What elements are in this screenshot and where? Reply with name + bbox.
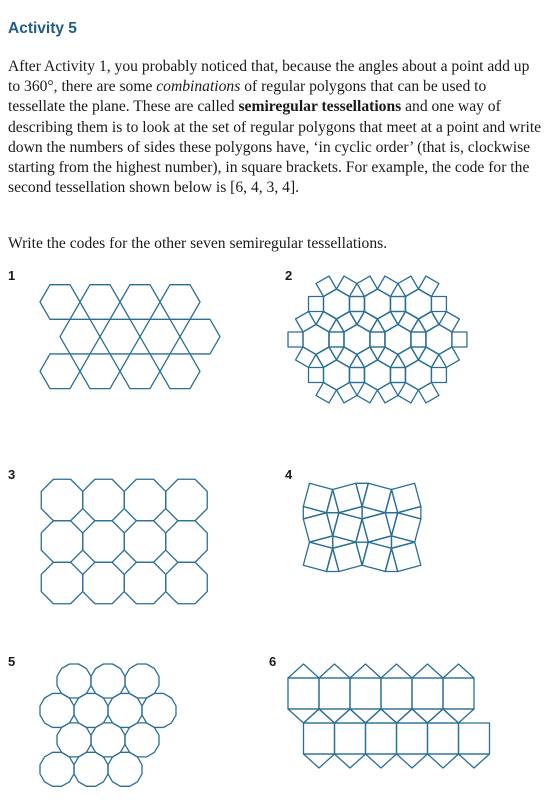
square-shape bbox=[411, 332, 426, 347]
octagon-shape bbox=[41, 562, 83, 604]
square-shape bbox=[350, 678, 381, 709]
square-shape bbox=[336, 312, 356, 332]
figure-label-1: 1 bbox=[8, 268, 16, 283]
square-shape bbox=[319, 678, 350, 709]
square-shape bbox=[329, 332, 344, 347]
square-shape bbox=[431, 297, 446, 312]
triangle-shape bbox=[397, 709, 428, 723]
square-shape bbox=[377, 347, 397, 367]
dodecagon-shape bbox=[57, 723, 91, 757]
square-shape bbox=[377, 312, 397, 332]
triangle-shape bbox=[398, 506, 421, 518]
dodecagon-shape bbox=[40, 693, 74, 727]
square-shape bbox=[335, 723, 366, 754]
square-shape bbox=[336, 276, 356, 296]
square-shape bbox=[336, 312, 356, 332]
hexagon-shape bbox=[120, 285, 160, 320]
square-shape bbox=[316, 312, 336, 332]
triangle-shape bbox=[335, 709, 366, 723]
square-shape bbox=[390, 297, 405, 312]
square-shape bbox=[316, 347, 336, 367]
square-shape bbox=[370, 332, 385, 347]
triangle-shape bbox=[350, 709, 381, 723]
tessellation-figure-5 bbox=[38, 662, 198, 794]
square-shape bbox=[349, 367, 364, 382]
square-shape bbox=[329, 332, 344, 347]
octagon-shape bbox=[83, 521, 125, 563]
hexagon-shape bbox=[120, 354, 160, 389]
triangle-shape bbox=[385, 513, 397, 536]
square-shape bbox=[357, 276, 377, 296]
figure-label-6: 6 bbox=[269, 654, 277, 669]
square-shape bbox=[439, 312, 459, 332]
square-shape bbox=[366, 723, 397, 754]
square-shape bbox=[316, 276, 336, 296]
square-shape bbox=[452, 332, 467, 347]
square-shape bbox=[391, 542, 420, 571]
triangle-shape bbox=[391, 536, 414, 548]
dodecagon-shape bbox=[40, 752, 74, 786]
intro-text-3: and one way of describing them is to look at the set of regular polygons that meet at a point and write down the numbers of sides these polygons have, ‘in cyclic order’ (that is, clockwise starting from the highest number), in square brackets. For example, the code for the second tessellation shown below is [6, 4, 3, 4]. bbox=[8, 98, 542, 197]
hexagon-shape bbox=[80, 285, 120, 320]
octagon-shape bbox=[124, 521, 166, 563]
triangle-shape bbox=[368, 536, 391, 548]
figure-label-4: 4 bbox=[285, 467, 293, 482]
square-shape bbox=[418, 347, 438, 367]
octagon-shape bbox=[124, 562, 166, 604]
square-shape bbox=[336, 347, 356, 367]
square-shape bbox=[296, 347, 316, 367]
triangle-shape bbox=[304, 754, 335, 768]
hexagon-shape bbox=[80, 354, 120, 389]
square-shape bbox=[439, 347, 459, 367]
tessellation-6-shapes bbox=[288, 664, 490, 768]
triangle-shape bbox=[335, 754, 366, 768]
square-shape bbox=[390, 367, 405, 382]
hexagon-shape bbox=[160, 285, 200, 320]
tessellation-3-shapes bbox=[41, 479, 207, 604]
triangle-shape bbox=[319, 664, 350, 678]
octagon-shape bbox=[166, 521, 208, 563]
square-shape bbox=[316, 347, 336, 367]
square-shape bbox=[349, 297, 364, 312]
hexagon-shape bbox=[40, 285, 80, 320]
triangle-shape bbox=[333, 536, 356, 548]
dodecagon-shape bbox=[125, 723, 159, 757]
square-shape bbox=[418, 312, 438, 332]
dodecagon-shape bbox=[142, 693, 176, 727]
square-shape bbox=[459, 723, 490, 754]
square-shape bbox=[418, 312, 438, 332]
tessellation-figure-1 bbox=[38, 280, 238, 400]
hexagon-shape bbox=[180, 319, 220, 354]
dodecagon-shape bbox=[108, 693, 142, 727]
triangle-shape bbox=[381, 709, 412, 723]
triangle-shape bbox=[339, 506, 362, 518]
tessellation-figure-6 bbox=[286, 656, 491, 776]
square-shape bbox=[357, 347, 377, 367]
triangle-shape bbox=[397, 754, 428, 768]
tessellation-4-shapes bbox=[303, 483, 421, 571]
tessellation-5-shapes bbox=[40, 664, 176, 786]
dodecagon-shape bbox=[91, 723, 125, 757]
triangle-shape bbox=[326, 548, 338, 571]
triangle-shape bbox=[459, 754, 490, 768]
triangle-shape bbox=[381, 664, 412, 678]
square-shape bbox=[336, 347, 356, 367]
intro-italic: combinations bbox=[156, 78, 241, 96]
hexagon-shape bbox=[100, 319, 140, 354]
tessellation-figure-4 bbox=[298, 478, 498, 610]
intro-bold: semiregular tessellations bbox=[238, 98, 402, 116]
dodecagon-shape bbox=[74, 693, 108, 727]
intro-text-2: of regular polygons that can be used to tessellate the plane. These are called bbox=[8, 78, 487, 116]
tessellation-1-shapes bbox=[40, 285, 220, 389]
hexagon-shape bbox=[40, 354, 80, 389]
dodecagon-shape bbox=[57, 664, 91, 698]
intro-paragraph bbox=[8, 57, 544, 198]
triangle-shape bbox=[428, 709, 459, 723]
triangle-shape bbox=[326, 513, 338, 536]
square-shape bbox=[398, 276, 418, 296]
square-shape bbox=[336, 382, 356, 402]
square-shape bbox=[398, 382, 418, 402]
intro-text-1: After Activity 1, you probably noticed that, because the angles about a point add up to 360°, there are some bbox=[8, 58, 530, 96]
square-shape bbox=[357, 312, 377, 332]
triangle-shape bbox=[428, 754, 459, 768]
square-shape bbox=[398, 312, 418, 332]
square-shape bbox=[296, 312, 316, 332]
square-shape bbox=[316, 312, 336, 332]
square-shape bbox=[357, 312, 377, 332]
square-shape bbox=[428, 723, 459, 754]
instruction-text: Write the codes for the other seven semiregular tessellations. bbox=[8, 235, 388, 252]
square-shape bbox=[431, 367, 446, 382]
square-shape bbox=[304, 723, 335, 754]
square-shape bbox=[418, 276, 438, 296]
triangle-shape bbox=[356, 483, 368, 506]
triangle-shape bbox=[304, 709, 335, 723]
square-shape bbox=[316, 382, 336, 402]
tessellation-figure-2 bbox=[296, 280, 521, 440]
triangle-shape bbox=[443, 664, 474, 678]
triangle-shape bbox=[412, 709, 443, 723]
octagon-shape bbox=[83, 562, 125, 604]
triangle-shape bbox=[288, 664, 319, 678]
square-shape bbox=[418, 382, 438, 402]
square-shape bbox=[370, 332, 385, 347]
square-shape bbox=[357, 347, 377, 367]
triangle-shape bbox=[326, 490, 338, 513]
square-shape bbox=[309, 297, 324, 312]
square-shape bbox=[397, 723, 428, 754]
tessellation-figure-3 bbox=[40, 478, 215, 608]
square-shape bbox=[443, 678, 474, 709]
dodecagon-shape bbox=[91, 664, 125, 698]
figure-label-2: 2 bbox=[285, 268, 293, 283]
octagon-shape bbox=[83, 479, 125, 521]
triangle-shape bbox=[385, 548, 397, 571]
triangle-shape bbox=[385, 490, 397, 513]
triangle-shape bbox=[366, 754, 397, 768]
square-shape bbox=[349, 297, 364, 312]
dodecagon-shape bbox=[125, 664, 159, 698]
figure-label-3: 3 bbox=[8, 467, 16, 482]
triangle-shape bbox=[356, 542, 368, 565]
square-shape bbox=[288, 332, 303, 347]
octagon-shape bbox=[41, 479, 83, 521]
octagon-shape bbox=[166, 479, 208, 521]
triangle-shape bbox=[310, 536, 333, 548]
figure-label-5: 5 bbox=[8, 654, 16, 669]
triangle-shape bbox=[443, 709, 474, 723]
octagon-shape bbox=[124, 479, 166, 521]
square-shape bbox=[418, 347, 438, 367]
triangle-shape bbox=[288, 709, 319, 723]
tessellation-2-shapes bbox=[288, 276, 467, 403]
octagon-shape bbox=[41, 521, 83, 563]
triangle-shape bbox=[303, 506, 326, 518]
square-shape bbox=[398, 347, 418, 367]
square-shape bbox=[390, 367, 405, 382]
square-shape bbox=[381, 678, 412, 709]
triangle-shape bbox=[366, 709, 397, 723]
square-shape bbox=[377, 312, 397, 332]
square-shape bbox=[390, 297, 405, 312]
triangle-shape bbox=[412, 664, 443, 678]
square-shape bbox=[377, 347, 397, 367]
triangle-shape bbox=[350, 664, 381, 678]
square-shape bbox=[288, 678, 319, 709]
hexagon-shape bbox=[160, 354, 200, 389]
square-shape bbox=[377, 276, 397, 296]
hexagon-shape bbox=[60, 319, 100, 354]
triangle-shape bbox=[319, 709, 350, 723]
square-shape bbox=[377, 382, 397, 402]
triangle-shape bbox=[362, 506, 385, 518]
dodecagon-shape bbox=[108, 752, 142, 786]
square-shape bbox=[349, 367, 364, 382]
square-shape bbox=[398, 312, 418, 332]
hexagon-shape bbox=[140, 319, 180, 354]
square-shape bbox=[411, 332, 426, 347]
activity-title: Activity 5 bbox=[8, 20, 77, 37]
dodecagon-shape bbox=[74, 752, 108, 786]
square-shape bbox=[398, 347, 418, 367]
square-shape bbox=[412, 678, 443, 709]
square-shape bbox=[309, 367, 324, 382]
triangle-shape bbox=[356, 519, 368, 542]
octagon-shape bbox=[166, 562, 208, 604]
square-shape bbox=[357, 382, 377, 402]
